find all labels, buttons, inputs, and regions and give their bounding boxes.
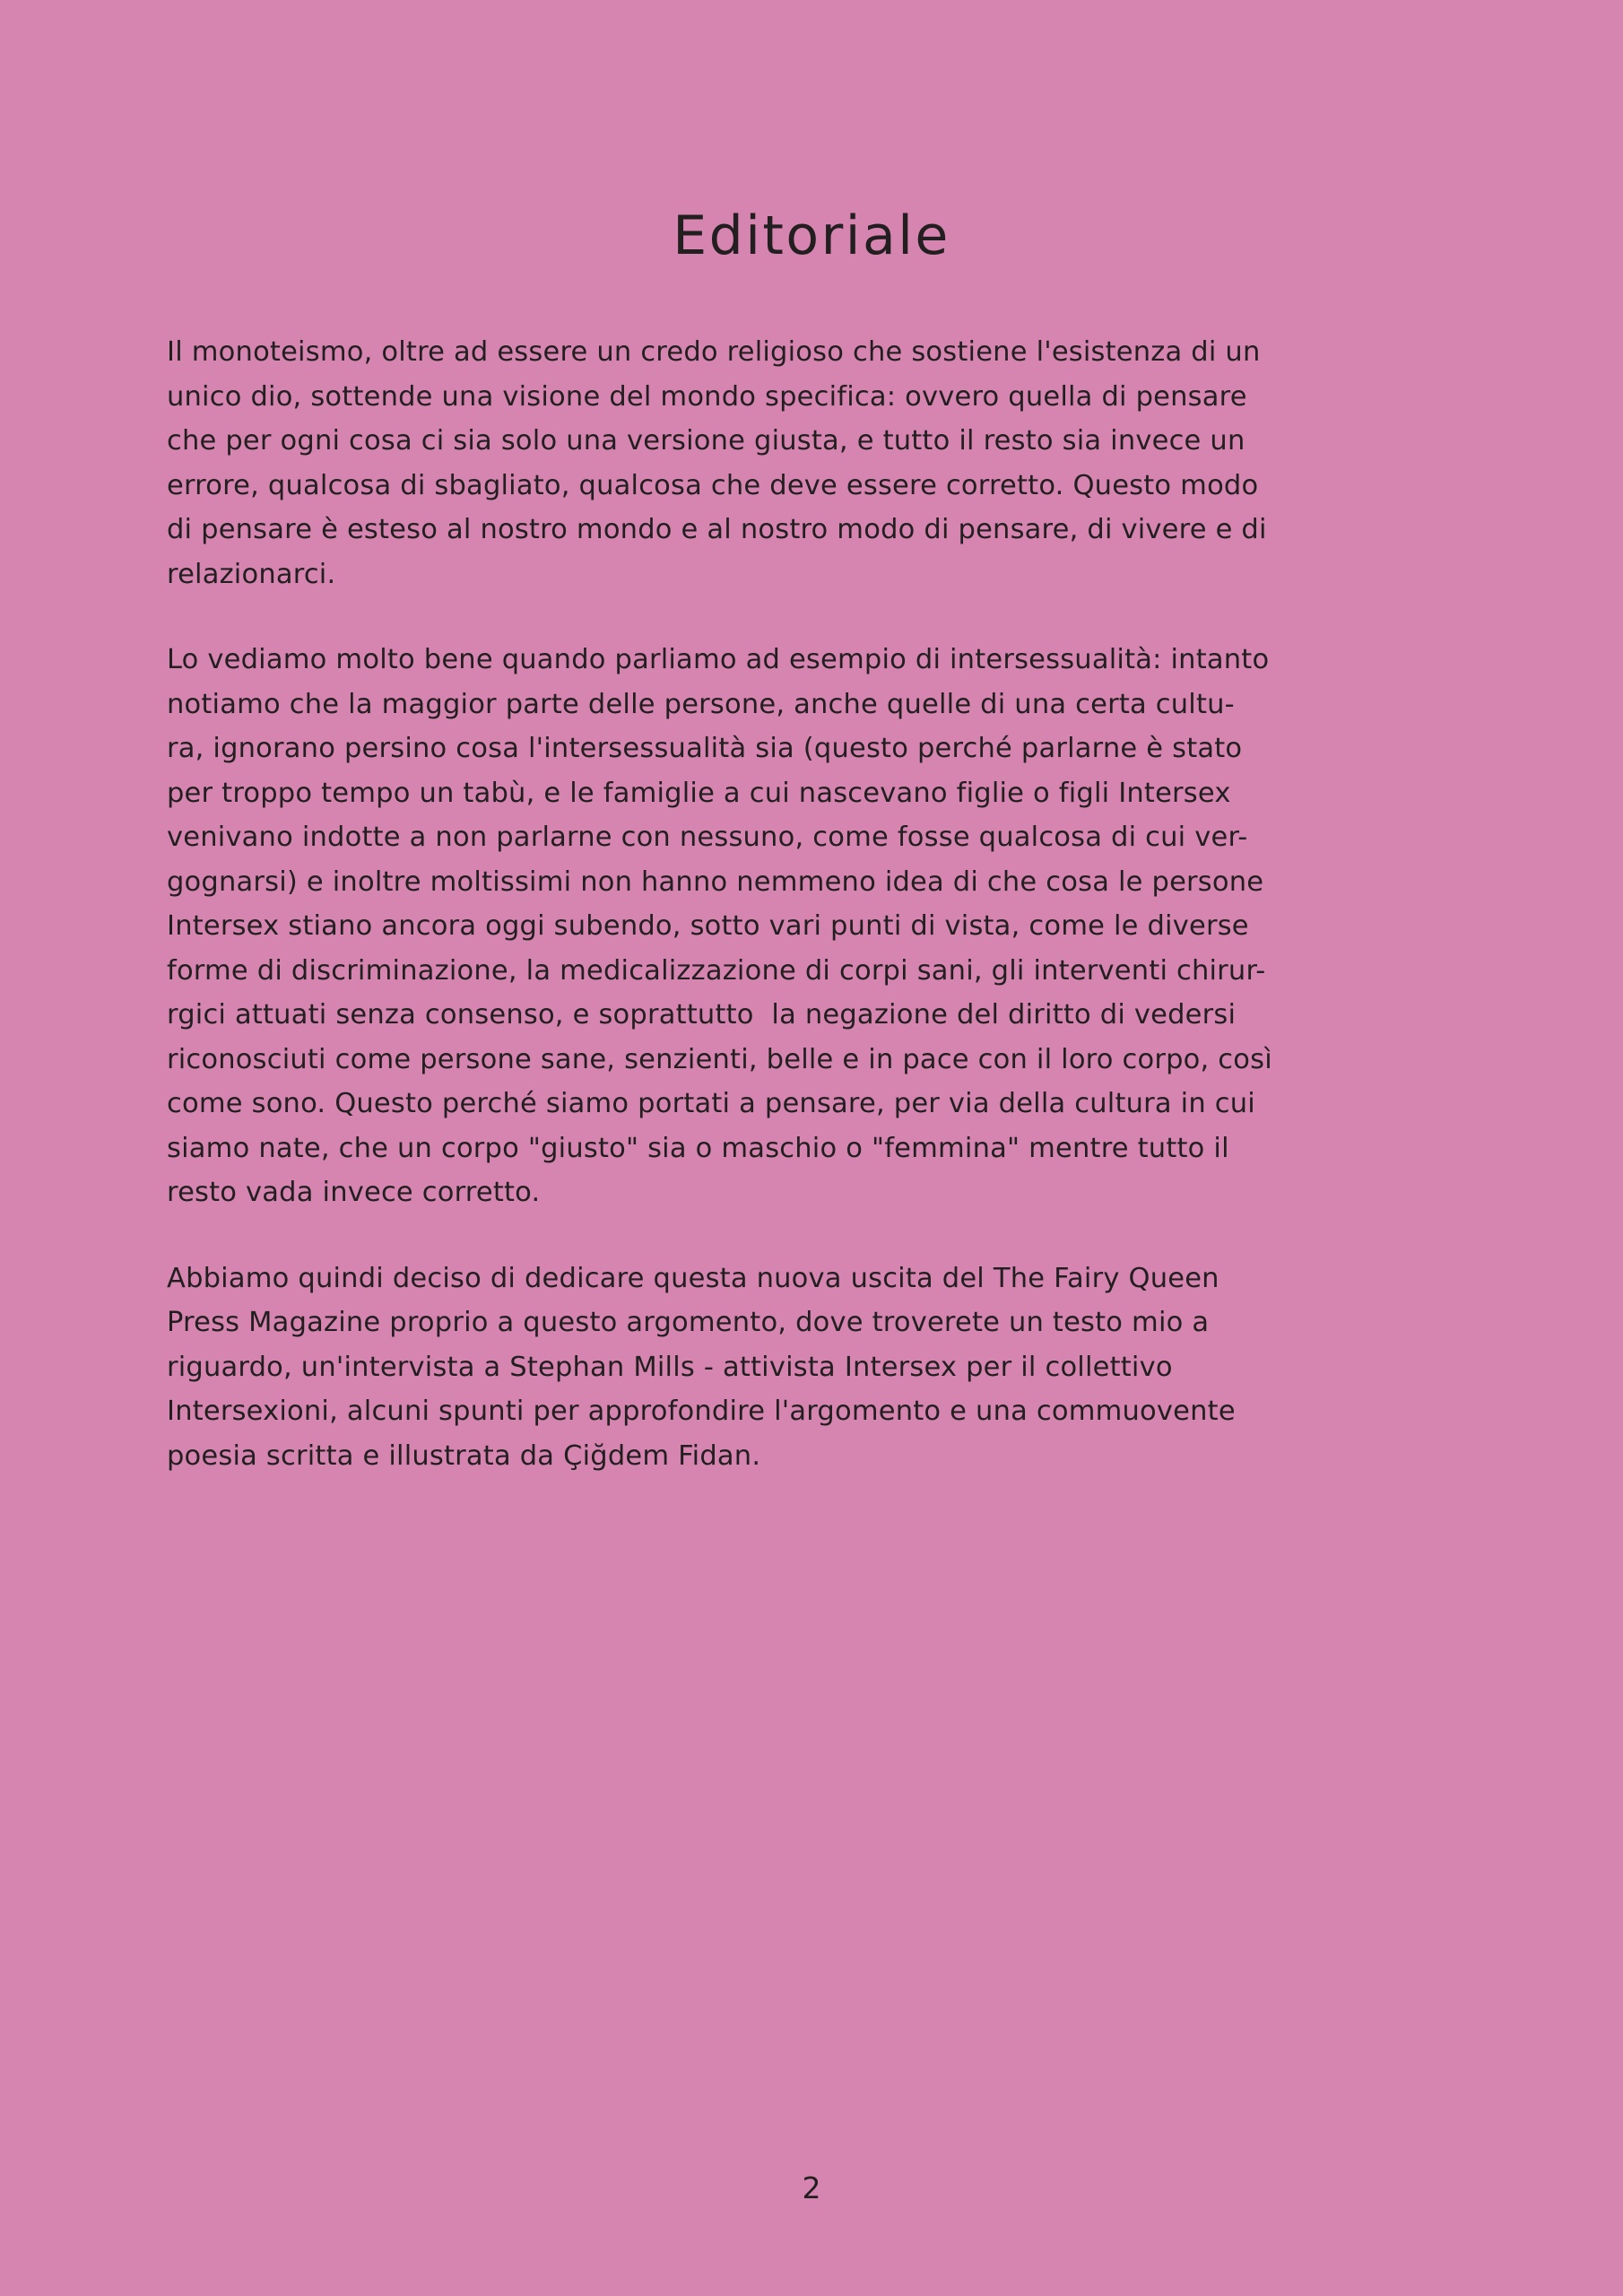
text-line: rgici attuati senza consenso, e soprattutto la negazione del diritto di vedersi <box>167 999 1237 1031</box>
text-line: Intersex stiano ancora oggi subendo, sotto vari punti di vista, come le diverse <box>167 910 1249 942</box>
text-line: che per ogni cosa ci sia solo una versione giusta, e tutto il resto sia invece un <box>167 425 1245 457</box>
text-line: per troppo tempo un tabù, e le famiglie a cui nascevano figlie o figli Intersex <box>167 777 1231 809</box>
text-line: relazionarci. <box>167 558 336 590</box>
text-line: unico dio, sottende una visione del mondo specifica: ovvero quella di pensare <box>167 380 1247 413</box>
paragraph-1 <box>167 330 1438 596</box>
text-line: notiamo che la maggior parte delle persone, anche quelle di una certa cultu- <box>167 688 1235 720</box>
text-line: Intersexioni, alcuni spunti per approfondire l'argomento e una commuovente <box>167 1396 1236 1427</box>
page-number: 2 <box>802 2170 821 2205</box>
text-line: siamo nate, che un corpo "giusto" sia o maschio o "femmina" mentre tutto il <box>167 1132 1229 1164</box>
text-line: riguardo, un'intervista a Stephan Mills - attivista Intersex per il collettivo <box>167 1351 1173 1383</box>
paragraph-2 <box>167 638 1438 1215</box>
paragraph-3 <box>167 1257 1438 1479</box>
page-title: Editoriale <box>673 204 950 268</box>
text-line: Press Magazine proprio a questo argomento, dove troverete un testo mio a <box>167 1307 1210 1338</box>
text-line: poesia scritta e illustrata da Çiğdem Fidan. <box>167 1439 761 1472</box>
text-line: come sono. Questo perché siamo portati a pensare, per via della cultura in cui <box>167 1088 1255 1119</box>
text-line: gognarsi) e inoltre moltissimi non hanno nemmeno idea di che cosa le persone <box>167 865 1264 898</box>
text-line: errore, qualcosa di sbagliato, qualcosa che deve essere corretto. Questo modo <box>167 469 1259 501</box>
text-line: venivano indotte a non parlarne con nessuno, come fosse qualcosa di cui ver- <box>167 822 1248 853</box>
text-line: di pensare è esteso al nostro mondo e al nostro modo di pensare, di vivere e di <box>167 514 1267 545</box>
text-line: Abbiamo quindi deciso di dedicare questa nuova uscita del The Fairy Queen <box>167 1262 1219 1294</box>
editorial-body <box>167 330 1438 1478</box>
text-line: forme di discriminazione, la medicalizzazione di corpi sani, gli interventi chirur- <box>167 954 1266 987</box>
text-line: Lo vediamo molto bene quando parliamo ad esempio di intersessualità: intanto <box>167 644 1270 675</box>
text-line: resto vada invece corretto. <box>167 1177 541 1208</box>
text-line: Il monoteismo, oltre ad essere un credo religioso che sostiene l'esistenza di un <box>167 336 1261 368</box>
text-line: riconosciuti come persone sane, senzienti, belle e in pace con il loro corpo, così <box>167 1043 1272 1075</box>
text-line: ra, ignorano persino cosa l'intersessualità sia (questo perché parlarne è stato <box>167 733 1243 764</box>
